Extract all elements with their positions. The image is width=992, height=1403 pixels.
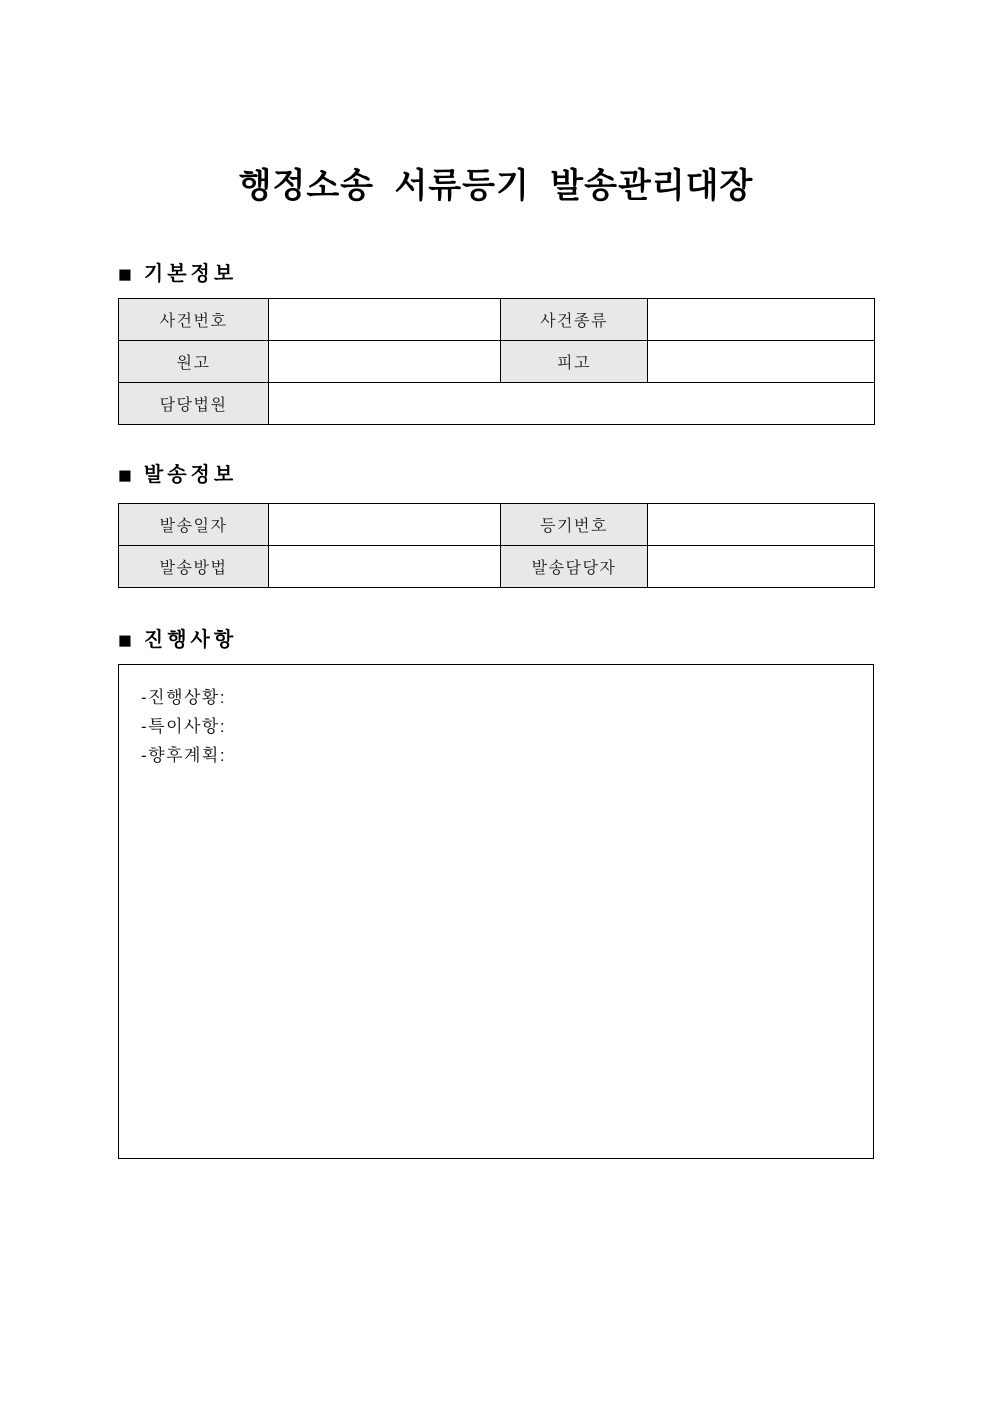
- case-type-label: 사건종류: [501, 299, 648, 341]
- section-heading-progress: [118, 628, 874, 652]
- case-number-value-cell[interactable]: [269, 299, 501, 341]
- case-type-value-cell[interactable]: [648, 299, 875, 341]
- registered-mail-number-value-cell[interactable]: [648, 504, 875, 546]
- court-label: 담당법원: [119, 383, 269, 425]
- shipping-info-heading-label: 발송정보: [143, 464, 238, 486]
- section-heading-shipping-info: [118, 463, 874, 487]
- section-heading-basic-info: [118, 262, 874, 286]
- registered-mail-number-label: 등기번호: [501, 504, 648, 546]
- defendant-value-cell[interactable]: [648, 341, 875, 383]
- table-row: [119, 299, 875, 341]
- progress-status-line: -진행상황:: [141, 688, 227, 707]
- send-manager-value-cell[interactable]: [648, 546, 875, 588]
- black-square-icon: ■: [118, 627, 132, 653]
- progress-notes-area[interactable]: [118, 664, 874, 1159]
- special-notes-line: -특이사항:: [141, 717, 227, 736]
- black-square-icon: ■: [118, 462, 132, 488]
- progress-heading-label: 진행사항: [143, 629, 238, 651]
- table-row: [119, 504, 875, 546]
- document-title: 행정소송 서류등기 발송관리대장: [238, 167, 754, 205]
- send-method-label: 발송방법: [119, 546, 269, 588]
- case-number-label: 사건번호: [119, 299, 269, 341]
- basic-info-heading-label: 기본정보: [143, 263, 238, 285]
- table-row: [119, 546, 875, 588]
- send-date-label: 발송일자: [119, 504, 269, 546]
- send-method-value-cell[interactable]: [269, 546, 501, 588]
- send-manager-label: 발송담당자: [501, 546, 648, 588]
- send-date-value-cell[interactable]: [269, 504, 501, 546]
- table-row: [119, 341, 875, 383]
- court-value-cell[interactable]: [269, 383, 875, 425]
- shipping-info-table: [118, 503, 875, 588]
- black-square-icon: ■: [118, 261, 132, 287]
- defendant-label: 피고: [501, 341, 648, 383]
- plaintiff-value-cell[interactable]: [269, 341, 501, 383]
- basic-info-table: [118, 298, 875, 425]
- plaintiff-label: 원고: [119, 341, 269, 383]
- future-plan-line: -향후계획:: [141, 746, 227, 765]
- table-row: [119, 383, 875, 425]
